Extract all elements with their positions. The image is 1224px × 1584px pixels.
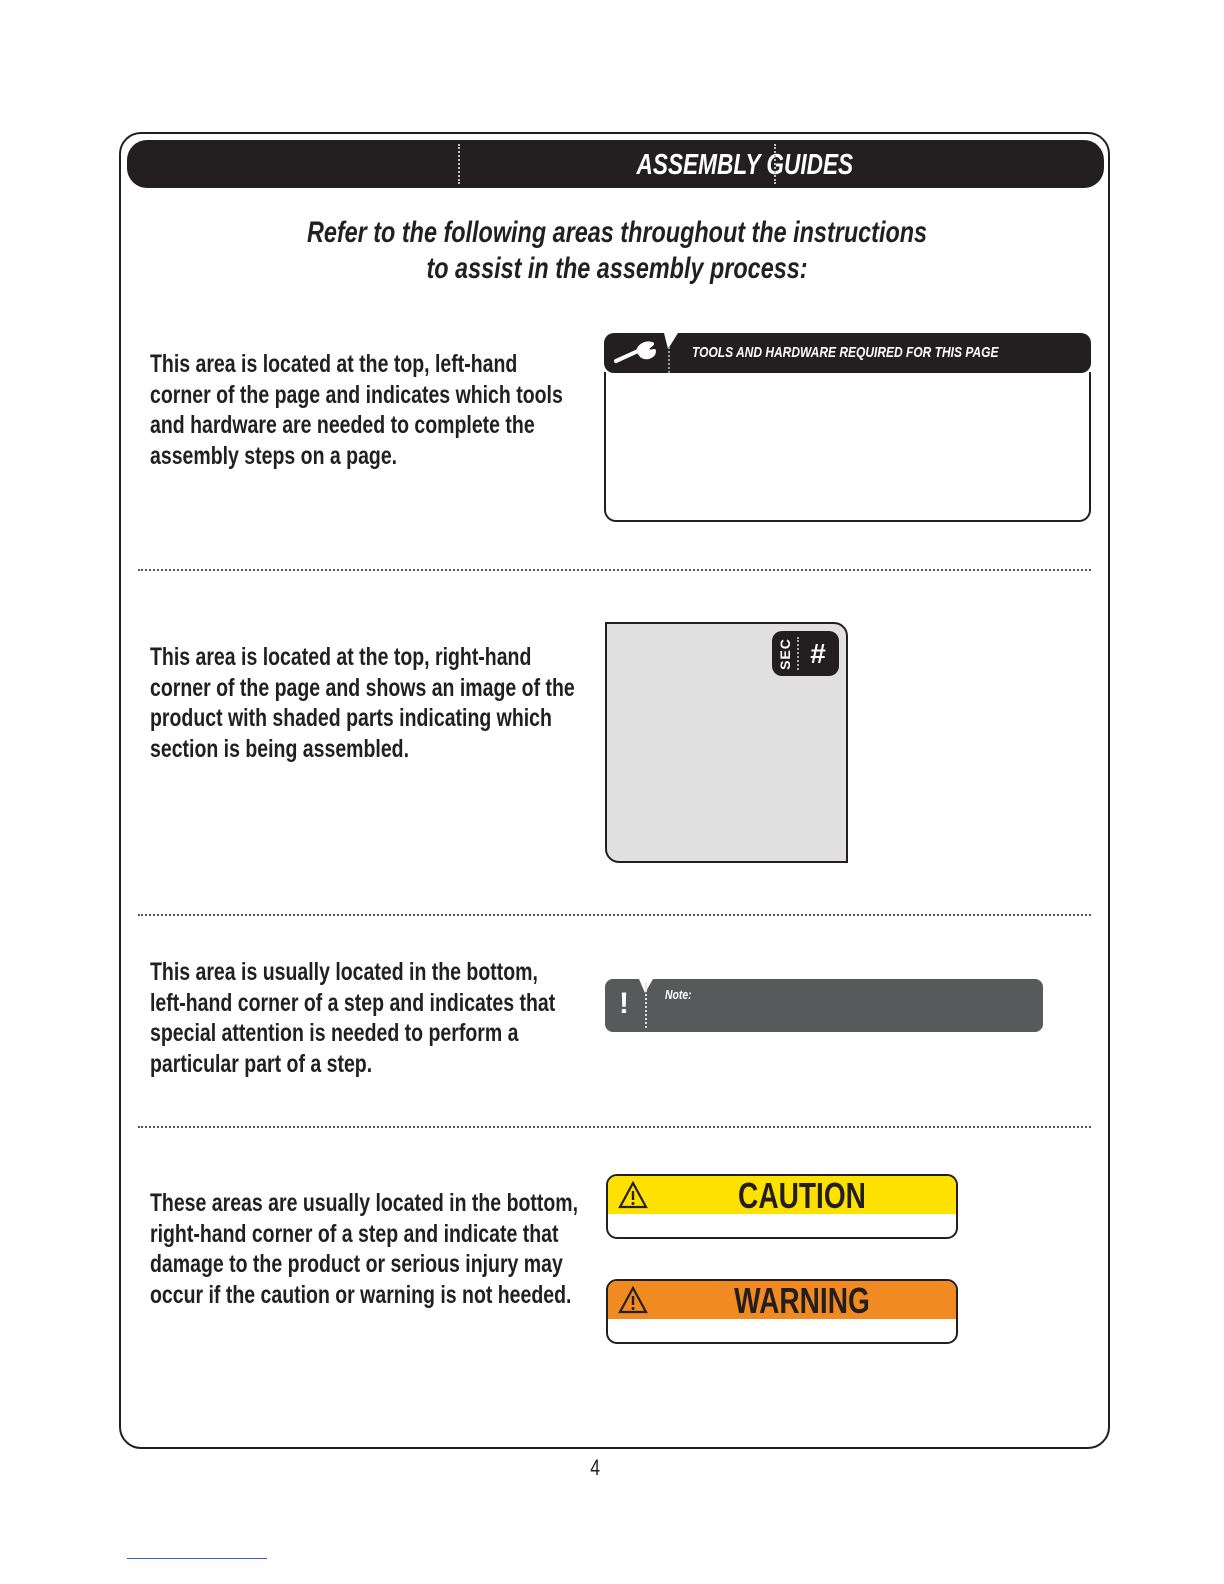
section-divider xyxy=(138,1126,1091,1128)
tools-bar-label: TOOLS AND HARDWARE REQUIRED FOR THIS PAGE xyxy=(692,344,999,361)
intro-text xyxy=(200,215,1034,287)
header-separator-left xyxy=(458,144,460,184)
header-separator-right xyxy=(774,144,776,184)
page-number: 4 xyxy=(590,1455,600,1480)
warning-label: WARNING xyxy=(734,1280,870,1321)
note-bar xyxy=(605,979,1043,1032)
section-divider xyxy=(138,569,1091,571)
caution-label: CAUTION xyxy=(738,1175,866,1216)
caution-box xyxy=(606,1174,958,1239)
tools-bar xyxy=(604,333,1091,373)
tools-description: This area is located at the top, left-hand corner of the page and indicates which tools and hardware are needed to complete the assembly steps on a page. xyxy=(150,350,563,470)
tools-bar-notch xyxy=(664,333,678,373)
note-label: Note: xyxy=(665,987,692,1002)
page-title: ASSEMBLY GUIDES xyxy=(636,149,853,181)
warning-triangle-icon xyxy=(618,1286,648,1314)
note-description: This area is usually located in the bottom, left-hand corner of a step and indicates that special attention is needed to perform a particular part of a step. xyxy=(150,958,556,1078)
section-badge-label: SEC xyxy=(777,637,793,670)
caution-header xyxy=(608,1176,956,1214)
intro-line-1: Refer to the following areas throughout the instructions xyxy=(306,216,928,249)
tools-content-box xyxy=(604,372,1091,522)
warning-box xyxy=(606,1279,958,1344)
exclamation-icon: ! xyxy=(619,987,629,1020)
warning-header xyxy=(608,1281,956,1319)
alerts-description: These areas are usually located in the bottom, right-hand corner of a step and indicate that damage to the product or serious injury may occur if the caution or warning is not heeded. xyxy=(150,1189,579,1309)
section-badge-number: # xyxy=(810,638,826,669)
section-divider xyxy=(138,914,1091,916)
header-bar xyxy=(127,140,1104,188)
section-badge xyxy=(772,631,839,676)
intro-line-2: to assist in the assembly process: xyxy=(426,252,808,285)
note-separator xyxy=(645,983,647,1028)
warning-triangle-icon xyxy=(618,1181,648,1209)
section-image-description: This area is located at the top, right-hand corner of the page and shows an image of the product with shaded parts indicating which section is being assembled. xyxy=(150,643,575,763)
bottom-rule xyxy=(127,1558,267,1559)
wrench-icon xyxy=(612,339,660,367)
